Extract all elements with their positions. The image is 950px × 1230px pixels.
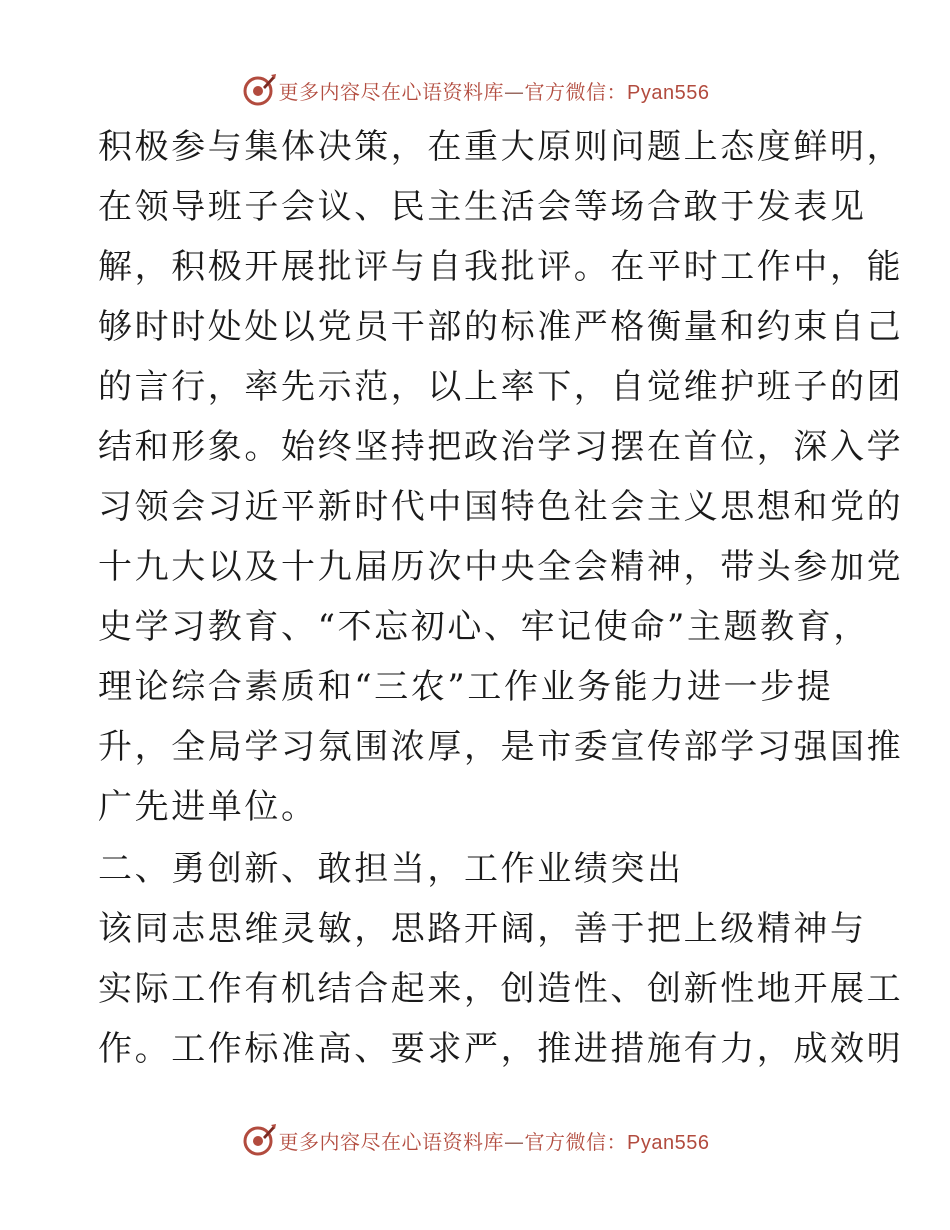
text-line: 十九大以及十九届历次中央全会精神，带头参加党 xyxy=(98,547,904,587)
text-line: 够时时处处以党员干部的标准严格衡量和约束自己 xyxy=(98,307,904,347)
text-line: 在领导班子会议、民主生活会等场合敢于发表见 xyxy=(98,187,867,227)
watermark-text xyxy=(279,1126,710,1155)
paragraph-1 xyxy=(98,117,904,837)
watermark-title: 更多内容尽在心语资料库 xyxy=(278,79,505,104)
text-line: 史学习教育、“不忘初心、牢记使命”主题教育， xyxy=(98,607,870,647)
text-line: 该同志思维灵敏，思路开阔，善于把上级精神与 xyxy=(98,909,867,949)
pen-logo-icon xyxy=(241,72,277,108)
paragraph-2 xyxy=(98,899,904,1079)
text-line: 的言行，率先示范，以上率下，自觉维护班子的团 xyxy=(98,367,904,407)
section-heading: 二、勇创新、敢担当，工作业绩突出 xyxy=(98,849,684,889)
watermark-contact-label: 官方微信： xyxy=(524,1129,628,1154)
text-line: 实际工作有机结合起来，创造性、创新性地开展工 xyxy=(98,969,904,1009)
watermark-banner-top xyxy=(0,70,950,110)
watermark-contact-id: Pyan556 xyxy=(627,1131,710,1154)
watermark-contact-label: 官方微信： xyxy=(524,79,628,104)
text-line: 理论综合素质和“三农”工作业务能力进一步提 xyxy=(98,667,834,707)
text-line: 解，积极开展批评与自我批评。在平时工作中，能 xyxy=(98,247,904,287)
watermark-separator: — xyxy=(504,1129,525,1154)
text-line: 升，全局学习氛围浓厚，是市委宣传部学习强国推 xyxy=(98,727,904,767)
watermark-text xyxy=(279,76,710,105)
text-line: 习领会习近平新时代中国特色社会主义思想和党的 xyxy=(98,487,904,527)
watermark-banner-bottom xyxy=(0,1120,950,1160)
text-line: 作。工作标准高、要求严，推进措施有力，成效明 xyxy=(98,1029,904,1069)
watermark-contact-id: Pyan556 xyxy=(627,81,710,104)
text-line: 广先进单位。 xyxy=(98,787,318,827)
watermark-separator: — xyxy=(504,79,525,104)
watermark-title: 更多内容尽在心语资料库 xyxy=(278,1129,505,1154)
pen-logo-icon xyxy=(241,1122,277,1158)
text-line: 积极参与集体决策，在重大原则问题上态度鲜明， xyxy=(98,127,904,167)
text-line: 结和形象。始终坚持把政治学习摆在首位，深入学 xyxy=(98,427,904,467)
document-body xyxy=(98,117,904,1079)
